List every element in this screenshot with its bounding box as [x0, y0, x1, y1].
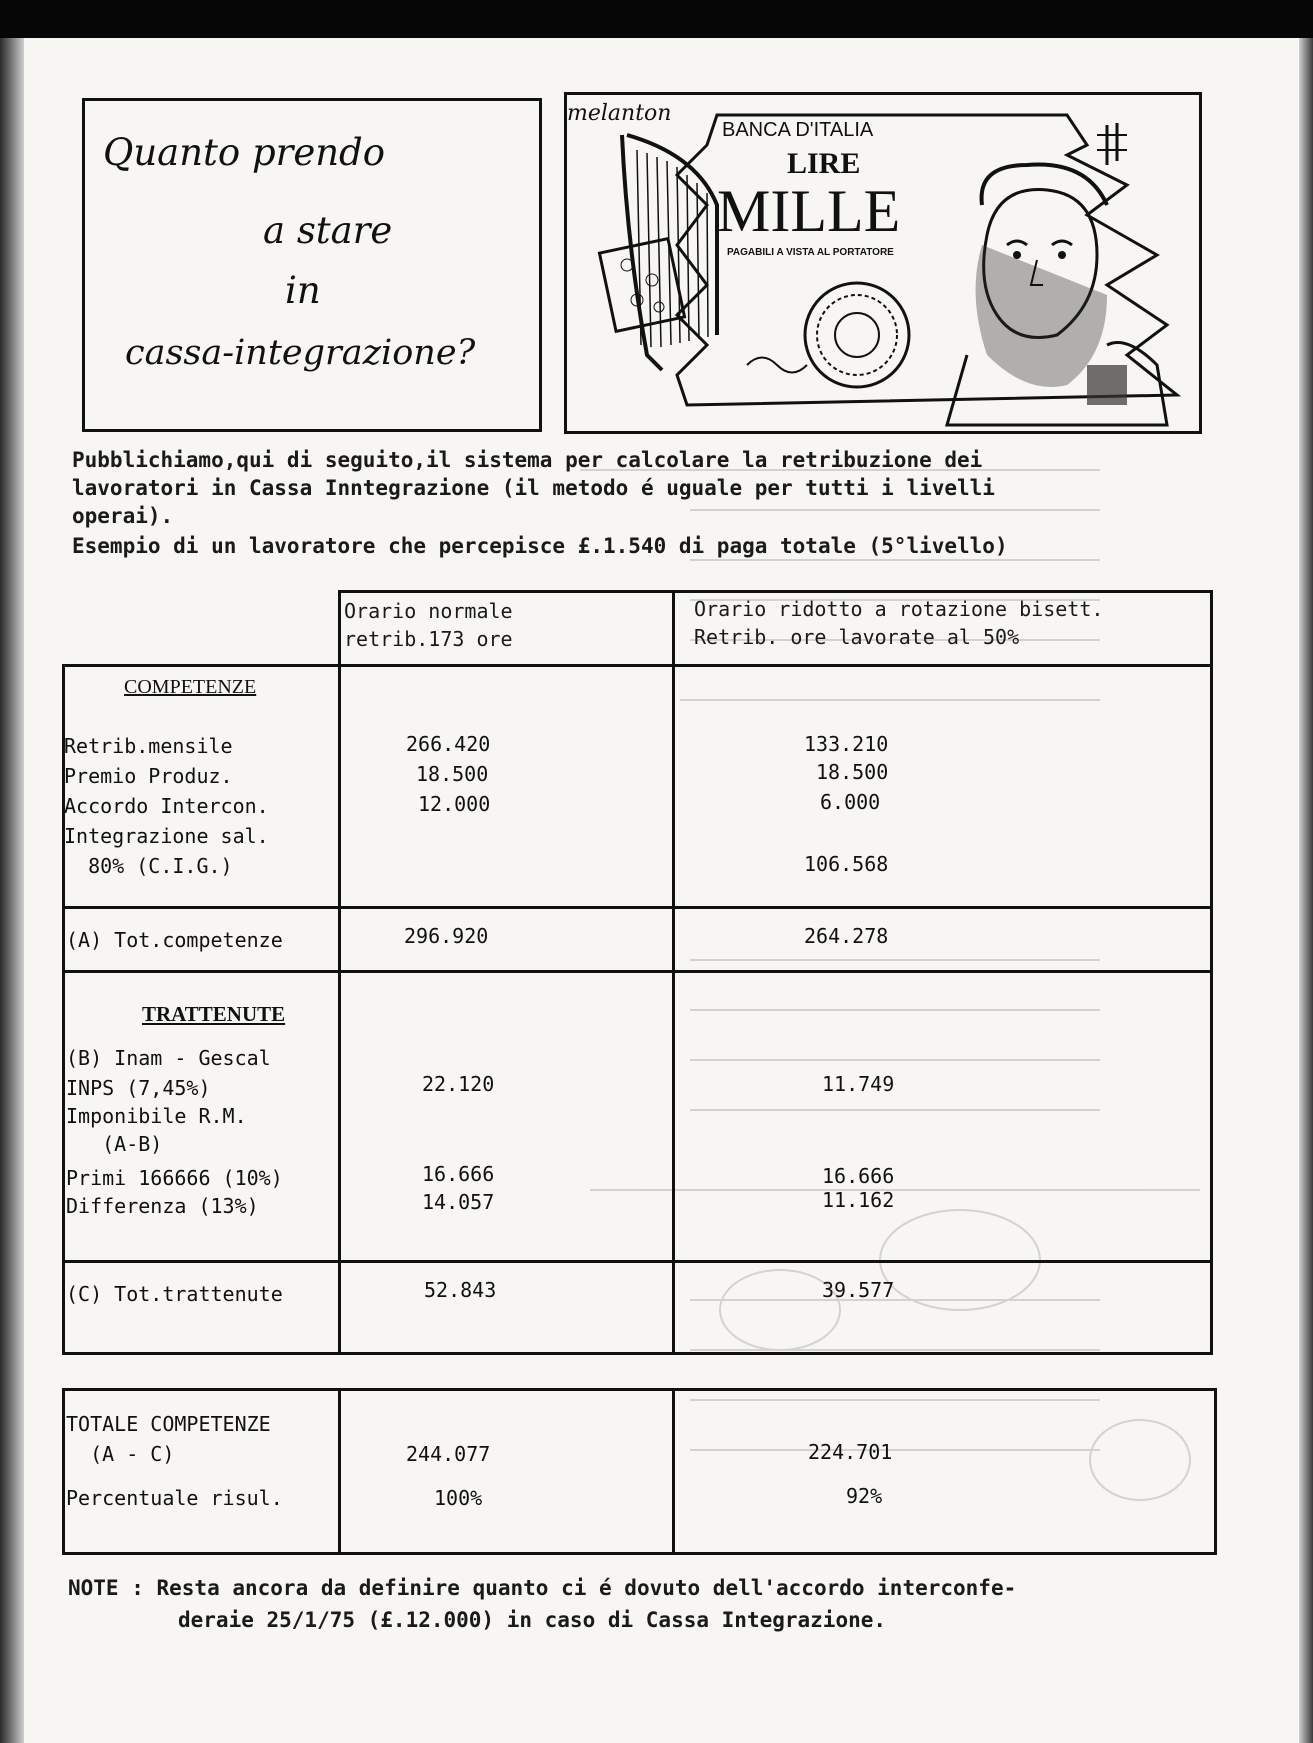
row-reduced: 133.210 [804, 732, 889, 756]
row-label: (B) Inam - Gescal [66, 1046, 271, 1070]
row-label: Accordo Intercon. [64, 794, 269, 818]
note-line-2: deraie 25/1/75 (£.12.000) in caso di Cassa Integrazione. [178, 1608, 887, 1632]
tot-trattenute-label: (C) Tot.trattenute [66, 1282, 283, 1306]
title-line-3: in [285, 269, 321, 312]
col-normal-header-2: retrib.173 ore [344, 627, 513, 651]
row-label: Retrib.mensile [64, 734, 233, 758]
row-label: Premio Produz. [64, 764, 233, 788]
row-reduced: 11.162 [822, 1188, 895, 1212]
banknote-currency: LIRE [787, 147, 861, 180]
title-line-1: Quanto prendo [103, 131, 386, 174]
banknote-cartoon [564, 92, 1202, 434]
banknote-value: MILLE [717, 178, 901, 244]
row-reduced: 106.568 [804, 852, 889, 876]
scan-right-edge [1299, 38, 1313, 1743]
tot-competenze-reduced: 264.278 [804, 924, 889, 948]
title-line-2: a stare [263, 209, 393, 252]
row-normal: 266.420 [406, 732, 491, 756]
col-reduced-header-2: Retrib. ore lavorate al 50% [694, 625, 1020, 649]
row-normal: 12.000 [418, 792, 491, 816]
col-reduced-header-1: Orario ridotto a rotazione bisett. [694, 597, 1104, 621]
row-reduced: 11.749 [822, 1072, 895, 1096]
note-line-1: NOTE : Resta ancora da definire quanto ci é dovuto dell'accordo interconfe- [68, 1576, 1017, 1600]
totale-label-2: (A - C) [66, 1442, 175, 1466]
row-reduced: 18.500 [816, 760, 889, 784]
intro-line-3: operai). [72, 504, 174, 528]
tot-trattenute-normal: 52.843 [424, 1278, 497, 1302]
row-reduced: 16.666 [822, 1164, 895, 1188]
row-label: Imponibile R.M. [66, 1104, 247, 1128]
col-normal-header-1: Orario normale [344, 599, 513, 623]
row-reduced: 6.000 [820, 790, 881, 814]
row-label: Differenza (13%) [66, 1194, 259, 1218]
title-line-4: cassa-integrazione? [125, 333, 476, 373]
row-label: Integrazione sal. [64, 824, 269, 848]
row-normal: 22.120 [422, 1072, 495, 1096]
intro-line-4: Esempio di un lavoratore che percepisce £.1.540 di paga totale (5°livello) [72, 534, 1008, 558]
row-label: 80% (C.I.G.) [64, 854, 233, 878]
totale-reduced: 224.701 [808, 1440, 893, 1464]
row-label: (A-B) [66, 1132, 163, 1156]
scan-left-edge [0, 38, 24, 1743]
totale-normal: 244.077 [406, 1442, 491, 1466]
row-normal: 16.666 [422, 1162, 495, 1186]
intro-line-2: lavoratori in Cassa Inntegrazione (il metodo é uguale per tutti i livelli [72, 476, 995, 500]
row-label: INPS (7,45%) [66, 1076, 211, 1100]
banknote-bank-name: BANCA D'ITALIA [722, 119, 874, 141]
cartoon-signature: melanton [567, 101, 672, 126]
competenze-title: COMPETENZE [124, 676, 257, 698]
scan-top-border [0, 0, 1313, 38]
row-normal: 18.500 [416, 762, 489, 786]
banknote-illustration [567, 95, 1199, 431]
tot-competenze-label: (A) Tot.competenze [66, 928, 283, 952]
tot-competenze-normal: 296.920 [404, 924, 489, 948]
percentuale-reduced: 92% [846, 1484, 883, 1508]
title-box [82, 98, 542, 432]
banknote-payable-text: PAGABILI A VISTA AL PORTATORE [727, 247, 894, 258]
totale-label-1: TOTALE COMPETENZE [66, 1412, 271, 1436]
percentuale-label: Percentuale risul. [66, 1486, 283, 1510]
row-normal: 14.057 [422, 1190, 495, 1214]
intro-line-1: Pubblichiamo,qui di seguito,il sistema per calcolare la retribuzione dei [72, 448, 983, 472]
tot-trattenute-reduced: 39.577 [822, 1278, 895, 1302]
row-label: Primi 166666 (10%) [66, 1166, 283, 1190]
percentuale-normal: 100% [434, 1486, 483, 1510]
trattenute-title: TRATTENUTE [142, 1002, 286, 1026]
